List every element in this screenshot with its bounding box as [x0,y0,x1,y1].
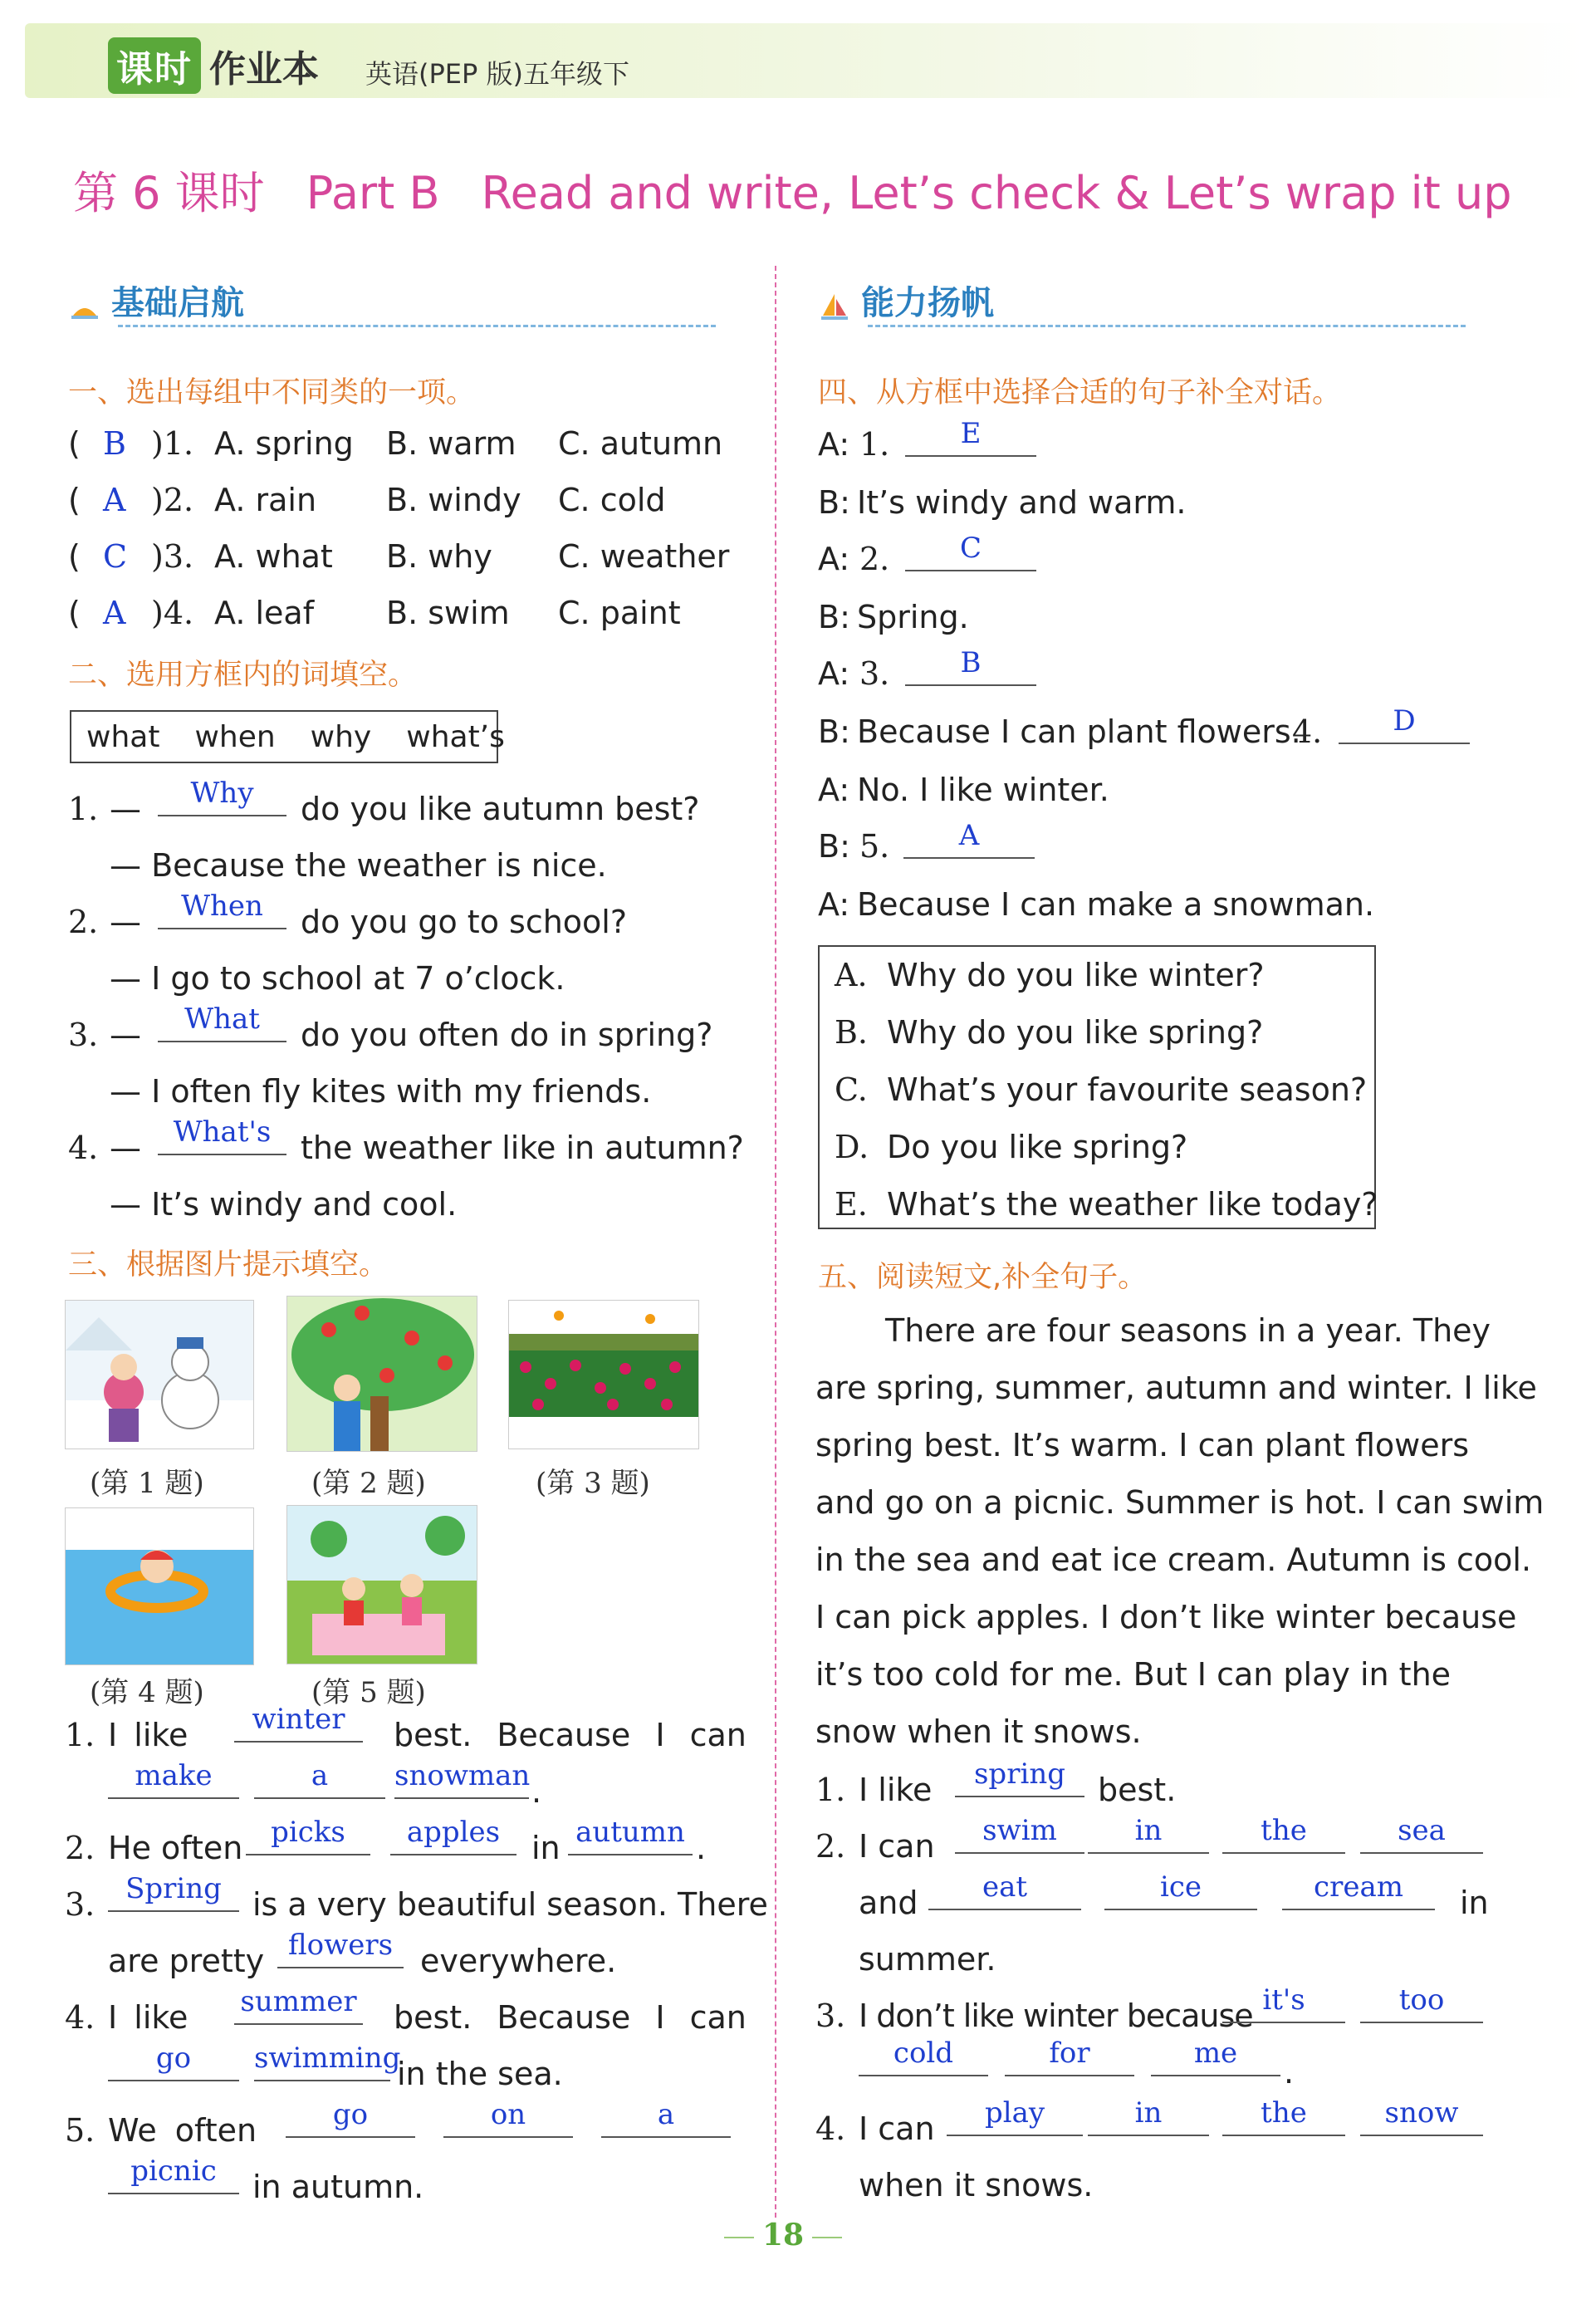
q2-reply: — It’s windy and cool. [110,1186,458,1223]
dialog-text: It’s windy and warm. [857,484,1187,521]
q1-answer: A [103,482,126,518]
q5-blank[interactable]: it's [1222,1983,1345,2023]
sailboat-icon [818,291,851,324]
picture-apple-tree [286,1296,477,1452]
subject-label: 英语(PEP 版)五年级下 [365,58,629,90]
dialog-text: Spring. [857,599,969,635]
page-number: 18 [716,2218,850,2252]
q5-blank[interactable]: cream [1282,1870,1435,1910]
q1-item: ( [68,482,81,518]
q3-text: in the sea. [397,2056,563,2092]
q5-text: and [859,1885,918,1921]
q3-text: I like [108,1999,188,2036]
q5-text: I can [859,2110,935,2147]
dialog-speaker: A: [818,541,850,577]
q5-blank[interactable]: snow [1360,2096,1483,2136]
dialog-speaker: A: [818,886,850,923]
word-box [70,710,505,763]
dash: — [110,1130,141,1166]
q3-title: 三、根据图片提示填空。 [68,1248,389,1282]
passage-line: it’s too cold for me. But I can play in the [815,1656,1452,1693]
dialog-text: Because I can make a snowman. [857,886,1375,923]
q3-end: . [531,1773,542,1810]
q5-blank[interactable]: me [1151,2037,1280,2076]
picture-caption: (第 1 题) [90,1467,204,1500]
q5-title: 五、阅读短文,补全句子。 [818,1261,1148,1294]
q3-text: He often [108,1830,243,1866]
q2-num: 4. [68,1130,99,1166]
q1-title: 一、选出每组中不同类的一项。 [68,376,476,409]
section-divider-right [868,325,1466,327]
q5-blank[interactable]: the [1222,2096,1345,2136]
q5-blank[interactable]: eat [928,1870,1081,1910]
dialog-speaker: A: [818,772,850,808]
q3-blank[interactable]: on [443,2098,573,2138]
passage-line: There are four seasons in a year. They [885,1312,1491,1349]
option-text: Do you like spring? [887,1129,1188,1165]
q3-blank[interactable]: snowman [394,1759,529,1799]
q3-num: 5. [65,2112,95,2149]
q5-blank[interactable]: cold [859,2037,988,2076]
q5-num: 4. [815,2110,846,2147]
passage-line: I can pick apples. I don’t like winter because [815,1599,1517,1635]
q3-blank[interactable]: apples [390,1816,516,1855]
q2-blank[interactable]: What's [158,1115,286,1155]
lesson-title [73,158,1512,222]
picture-picnic [286,1505,477,1664]
q1-answer: B [103,425,126,462]
dash: — [110,904,141,940]
q1-option-b: B. swim [386,595,510,631]
q4-blank[interactable]: B [905,646,1036,686]
dialog-num: 2. [859,541,890,577]
option-label: E. [835,1186,868,1223]
q3-text: is a very beautiful season. There [252,1886,768,1923]
q1-option-c: C. cold [558,482,666,518]
q3-num: 1. [65,1717,95,1753]
dash: — [110,791,141,827]
section-divider-left [118,325,716,327]
q2-num: 2. [68,904,99,940]
q2-blank[interactable]: When [158,890,286,929]
q1-option-c: C. weather [558,538,730,575]
q3-blank[interactable]: picnic [108,2154,239,2194]
q1-option-b: B. why [386,538,492,575]
word-option: when [194,719,276,754]
dialog-speaker: B: [818,828,850,865]
q1-item: ( [68,595,81,631]
q3-blank[interactable]: make [108,1759,239,1799]
q2-num: 3. [68,1017,99,1053]
q2-num: 1. [68,791,99,827]
q5-text: I can [859,1828,935,1865]
q3-text: in autumn. [252,2169,424,2205]
q2-reply: — Because the weather is nice. [110,847,607,884]
dialog-speaker: B: [818,484,850,521]
q1-option-a: A. spring [214,425,354,462]
q1-option-a: A. what [214,538,333,575]
picture-snowman [65,1300,254,1449]
column-divider [775,266,776,2218]
option-text: Why do you like spring? [887,1014,1264,1051]
q1-option-a: A. leaf [214,595,315,631]
q2-question: do you go to school? [301,904,628,940]
q2-blank[interactable]: Why [158,777,286,816]
q2-reply: — I often fly kites with my friends. [110,1073,652,1110]
q1-option-c: C. autumn [558,425,723,462]
q3-blank[interactable]: picks [246,1816,370,1855]
q1-item: ( [68,538,81,575]
q3-text: I like [108,1717,188,1753]
lesson-topic: Read and write, Let’s check & Let’s wrap it up [481,167,1512,219]
dialog-speaker: B: [818,599,850,635]
q1-option-a: A. rain [214,482,317,518]
q5-blank[interactable]: ice [1104,1870,1257,1910]
q3-blank[interactable]: autumn [568,1816,693,1855]
q3-text: in [531,1830,561,1866]
q5-blank[interactable]: swim [955,1814,1084,1854]
word-option: what [86,719,160,754]
picture-flowers [508,1300,699,1449]
q5-num: 2. [815,1828,846,1865]
q1-answer: C [103,538,128,575]
passage-line: in the sea and eat ice cream. Autumn is cool. [815,1542,1532,1578]
q4-blank[interactable]: A [903,819,1035,859]
word-option: what’s [406,719,505,754]
q2-title: 二、选用方框内的词填空。 [68,659,418,692]
dialog-num: 5. [859,828,890,865]
q3-blank[interactable]: go [108,2042,239,2081]
q5-text: when it snows. [859,2167,1094,2203]
q5-blank[interactable]: in [1088,1814,1209,1854]
q5-text: best. [1098,1772,1177,1808]
q5-blank[interactable]: play [947,2096,1083,2136]
q3-blank[interactable]: flowers [277,1929,404,1968]
section-head-right [818,282,1482,324]
q5-text: in [1460,1885,1489,1921]
option-label: C. [835,1071,868,1108]
logo-text: 作业本 [209,48,319,91]
logo [108,40,319,91]
q1-num: )2. [151,482,194,518]
q2-question: the weather like in autumn? [301,1130,744,1166]
picture-caption: (第 5 题) [311,1676,426,1709]
q4-blank[interactable]: E [905,417,1036,457]
logo-box: 课时 [108,37,201,94]
q5-blank[interactable]: too [1360,1983,1483,2023]
option-text: What’s your favourite season? [887,1071,1368,1108]
passage-line: snow when it snows. [815,1713,1142,1750]
section-head-left [68,282,732,324]
dialog-text: Because I can plant flowers. [857,713,1301,750]
q4-title: 四、从方框中选择合适的句子补全对话。 [818,376,1342,409]
lesson-number: 第 6 课时 [73,167,265,219]
q3-blank[interactable]: a [254,1759,385,1799]
picture-caption: (第 2 题) [311,1467,426,1500]
q5-text: summer. [859,1941,996,1978]
q3-blank[interactable]: go [286,2098,415,2138]
option-text: Why do you like winter? [887,957,1265,993]
q3-blank[interactable]: Spring [108,1872,239,1912]
q2-question: do you often do in spring? [301,1017,713,1053]
q1-option-b: B. windy [386,482,521,518]
q1-option-c: C. paint [558,595,681,631]
dialog-num: 3. [859,655,890,692]
section-title-left: 基础启航 [111,284,244,322]
option-label: B. [835,1014,869,1051]
q3-text: everywhere. [420,1943,617,1979]
passage-line: spring best. It’s warm. I can plant flowers [815,1427,1470,1463]
q5-blank[interactable]: for [1005,2037,1134,2076]
q3-text: We often [108,2112,257,2149]
section-title-right: 能力扬帆 [861,284,994,322]
dialog-speaker: B: [818,713,850,750]
q2-question: do you like autumn best? [301,791,700,827]
picture-caption: (第 4 题) [90,1676,204,1709]
dialog-speaker: A: [818,655,850,692]
q4-blank[interactable]: D [1339,704,1470,744]
option-label: D. [835,1129,869,1165]
q3-num: 4. [65,1999,95,2036]
q5-text: I like [859,1772,933,1808]
q3-num: 2. [65,1830,95,1866]
q3-text: best. Because I can [394,1717,747,1753]
q5-num: 1. [815,1772,846,1808]
q2-blank[interactable]: What [158,1002,286,1042]
q3-num: 3. [65,1886,95,1923]
q5-blank[interactable]: sea [1360,1814,1483,1854]
passage-line: are spring, summer, autumn and winter. I like [815,1370,1537,1406]
lighthouse-icon [68,291,101,324]
q3-blank[interactable]: swimming [254,2042,390,2081]
word-option: why [310,719,372,754]
dialog-text: No. I like winter. [857,772,1109,808]
q5-num: 3. [815,1998,846,2034]
dash: — [110,1017,141,1053]
q4-blank[interactable]: C [905,532,1036,571]
dialog-speaker: A: [818,426,850,463]
picture-swimming [65,1507,254,1665]
q3-blank[interactable]: a [601,2098,731,2138]
q5-text: I don’t like winter because [859,1998,1253,2034]
q5-blank[interactable]: the [1222,1814,1345,1854]
q5-blank[interactable]: in [1088,2096,1209,2136]
q1-answer: A [103,595,126,631]
q3-end: . [696,1830,707,1866]
dialog-num: 4. [1292,713,1323,750]
q3-blank[interactable]: winter [234,1703,363,1743]
option-label: A. [835,957,868,993]
passage-line: and go on a picnic. Summer is hot. I can swim [815,1484,1545,1521]
q3-text: are pretty [108,1943,265,1979]
q1-option-b: B. warm [386,425,516,462]
dialog-num: 1. [859,426,890,463]
q3-text: best. Because I can [394,1999,747,2036]
option-text: What’s the weather like today? [887,1186,1378,1223]
q1-num: )4. [151,595,194,631]
q5-blank[interactable]: spring [955,1757,1084,1797]
q3-blank[interactable]: summer [234,1985,363,2025]
q5-end: . [1284,2054,1295,2091]
lesson-part: Part B [306,167,440,219]
q1-item: ( [68,425,81,462]
q1-num: )1. [151,425,194,462]
picture-caption: (第 3 题) [536,1467,650,1500]
q1-num: )3. [151,538,194,575]
q2-reply: — I go to school at 7 o’clock. [110,960,565,997]
